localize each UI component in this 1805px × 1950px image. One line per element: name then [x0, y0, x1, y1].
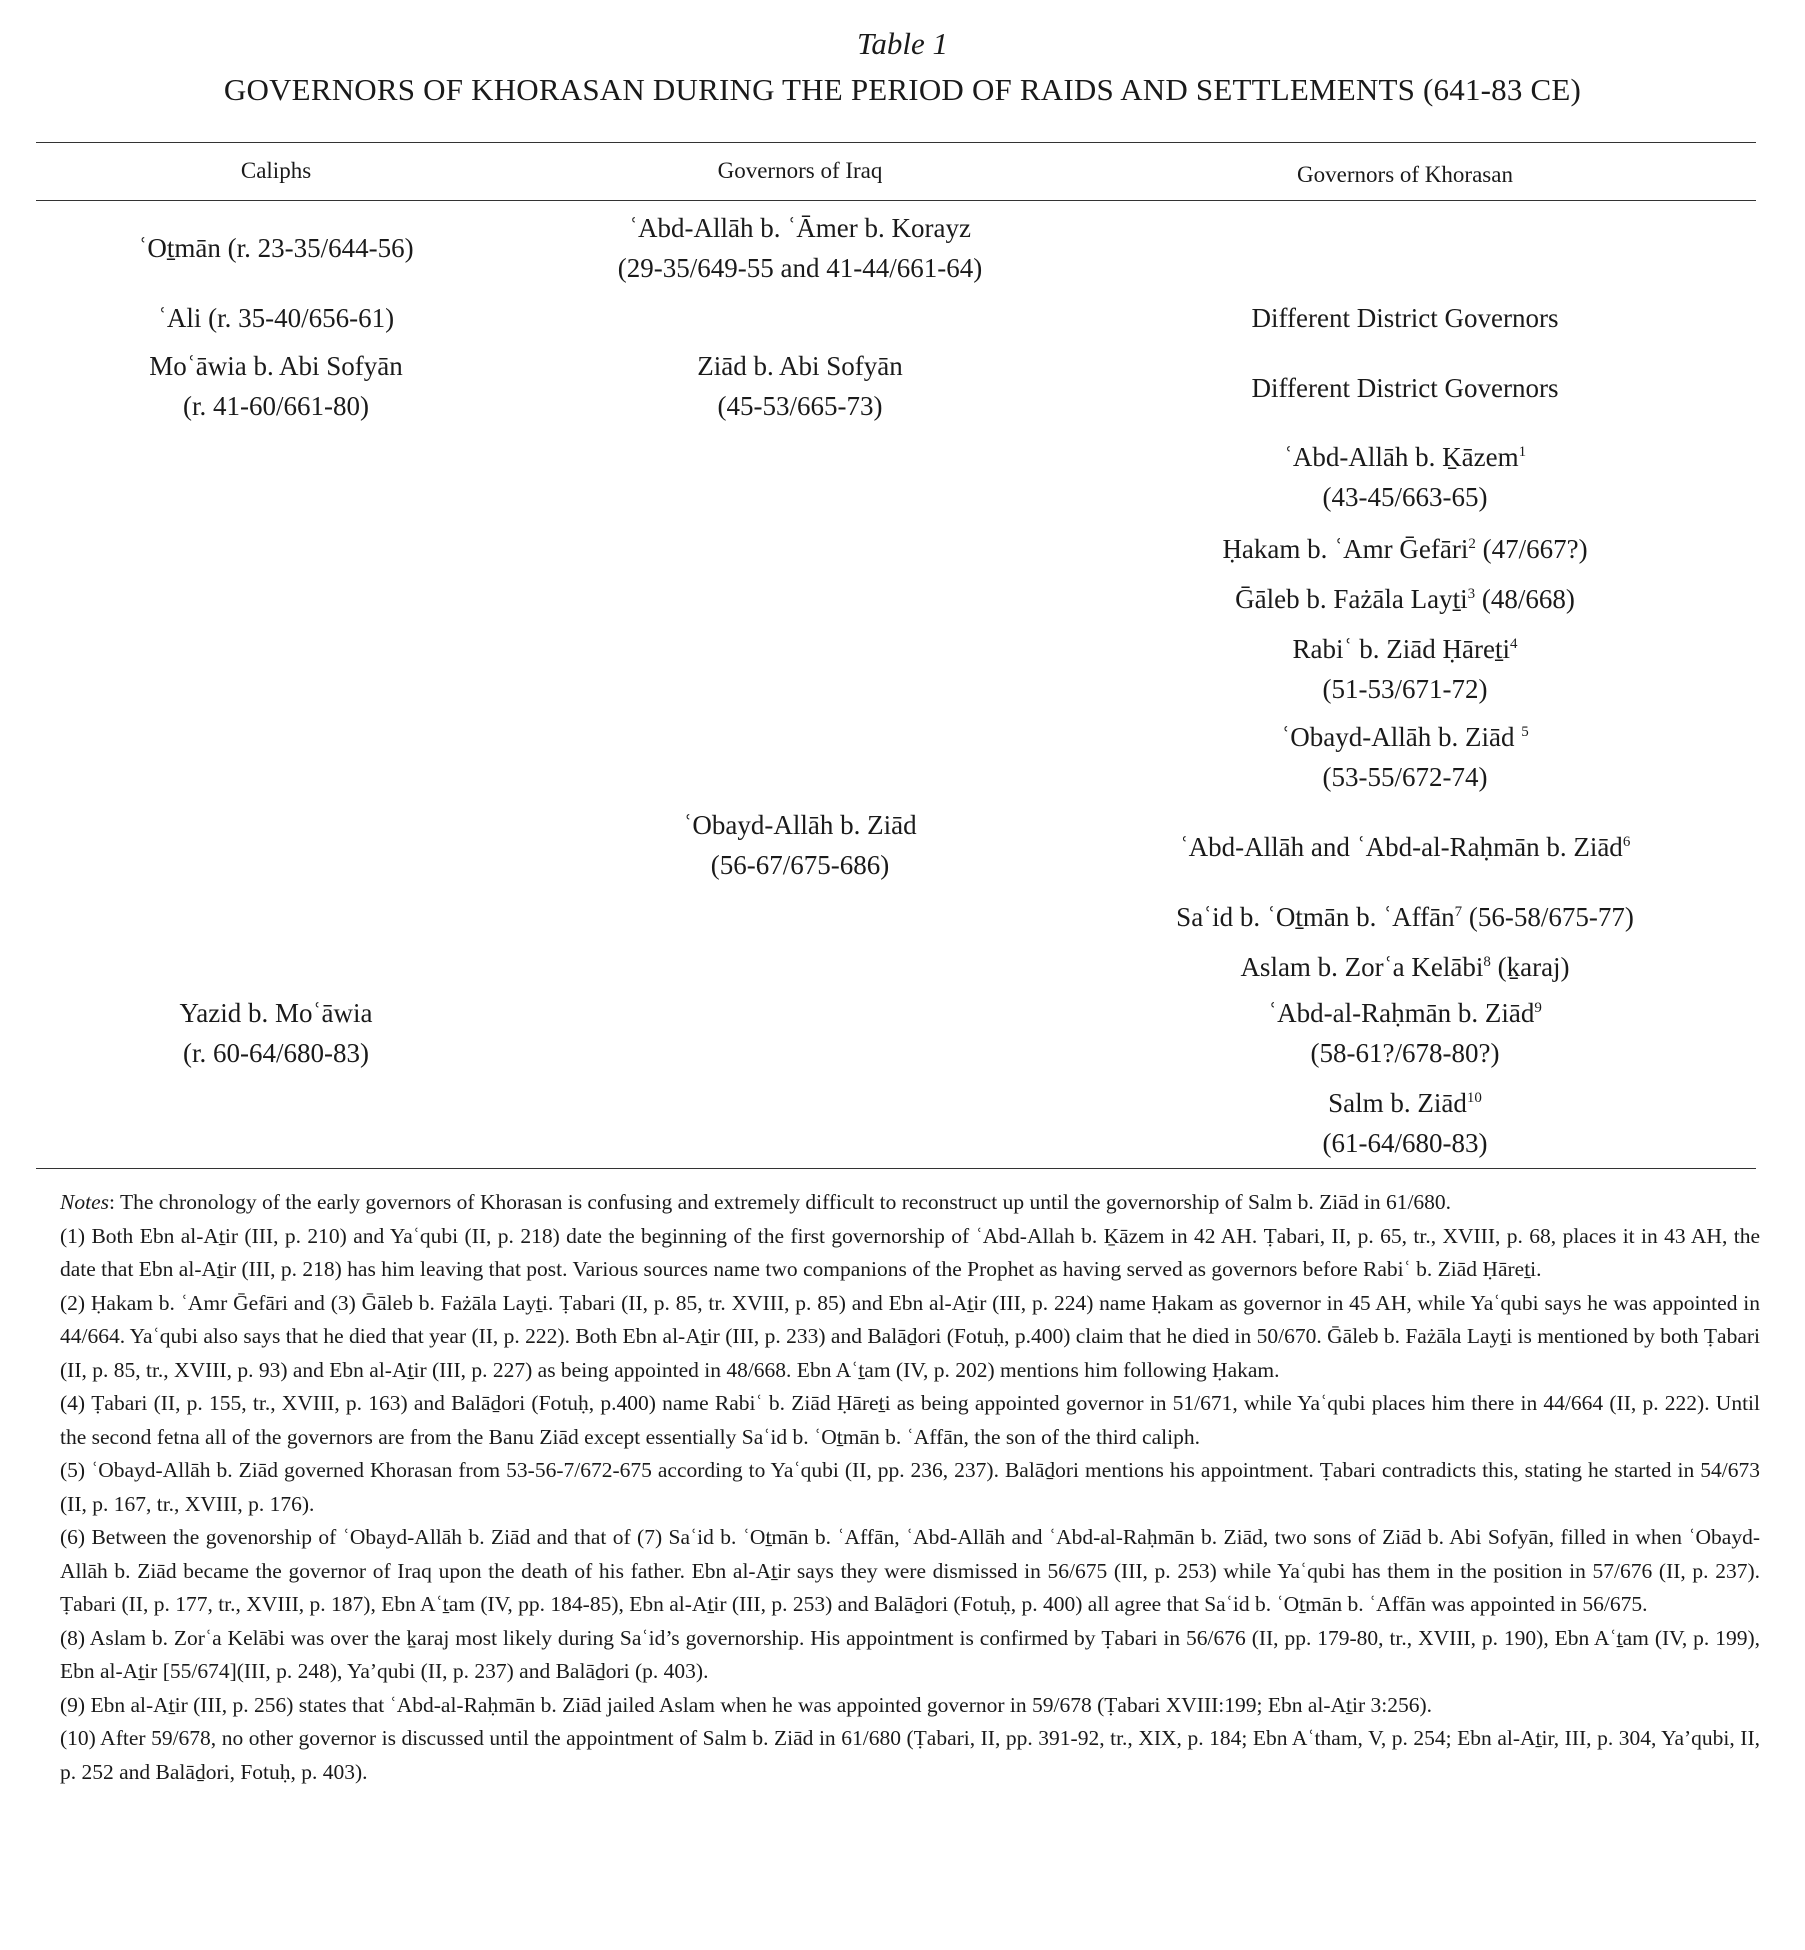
governor-name: Ziād b. Abi Sofyān — [697, 351, 903, 381]
governor-term: (48/668) — [1475, 584, 1575, 614]
governor-name: ʿAbd-Allāh b. Ḵāzem — [1283, 442, 1519, 472]
note-item: (5) ʿObayd-Allāh b. Ziād governed Khorasan from 53-56-7/672-675 according to Yaʿqubi (II, pp. 236, 237). Balāḏori mentions his appointment. Ṭabari contradicts this, stating he started in 54/673 (II, p. 167, tr., XVIII, p. 176). — [60, 1458, 1760, 1516]
header-caliphs: Caliphs — [240, 158, 312, 183]
khorasan-governor-cell — [1252, 298, 1559, 338]
khorasan-governor-cell — [1281, 717, 1528, 797]
governor-term: (45-53/665-73) — [717, 391, 883, 421]
governor-name: Rabiʿ b. Ziād Ḥāreṯi — [1292, 634, 1510, 664]
governor-name: Different District Governors — [1251, 303, 1559, 333]
khorasan-governor-cell — [1176, 897, 1634, 937]
governor-term: (53-55/672-74) — [1322, 762, 1488, 792]
governor-name: Aslam b. Zorʿa Kelābi — [1240, 952, 1484, 982]
governor-name: Saʿid b. ʿOṯmān b. ʿAffān — [1176, 902, 1455, 932]
footnote-marker: 6 — [1622, 834, 1631, 850]
caliph-name: ʿOṯmān (r. 23-35/644-56) — [138, 233, 414, 263]
governor-term: (56-58/675-77) — [1462, 902, 1634, 932]
caliph-reign: (r. 41-60/661-80) — [183, 391, 369, 421]
note-item: (1) Both Ebn al-Aṯir (III, p. 210) and Yaʿqubi (II, p. 218) date the beginning of the first governorship of ʿAbd-Allah b. Ḵāzem in 42 AH. Ṭabari, II, p. 65, tr., XVIII, p. 68, places it in 43 AH, the date that Ebn al-Aṯir (III, p. 218) has him leaving that post. Various sources name two companions of the Prophet as having served as governors before Rabiʿ b. Ziād Ḥāreṯi. — [60, 1223, 1760, 1281]
governor-term: (58-61?/678-80?) — [1310, 1038, 1500, 1068]
khorasan-governor-cell — [1222, 529, 1587, 569]
khorasan-governor-cell — [1240, 947, 1569, 987]
caliph-name: Yazid b. Moʿāwia — [179, 998, 373, 1028]
khorasan-governor-cell — [1252, 368, 1559, 408]
footnote-marker: 2 — [1468, 536, 1476, 552]
governor-term: (61-64/680-83) — [1322, 1128, 1488, 1158]
caliph-cell — [149, 346, 402, 426]
table-title: GOVERNORS OF KHORASAN DURING THE PERIOD OF RAIDS AND SETTLEMENTS (641-83 CE) — [223, 72, 1582, 107]
caliph-cell — [138, 228, 413, 268]
khorasan-governor-cell — [1284, 437, 1526, 517]
caliph-cell — [158, 298, 394, 338]
footnote-marker: 7 — [1454, 904, 1463, 920]
governor-term: (29-35/649-55 and 41-44/661-64) — [617, 253, 983, 283]
governor-term: (47/667?) — [1475, 534, 1588, 564]
khorasan-governor-cell — [1293, 629, 1518, 709]
note-item: (2) Ḥakam b. ʿAmr Ḡefāri and (3) Ḡāleb b. Fażāla Layṯi. Ṭabari (II, p. 85, tr. XVIII, p. 85) and Ebn al-Aṯir (III, p. 224) name Ḥakam as governor in 45 AH, while Yaʿqubi says he was appointed in 44/664. Yaʿqubi also says that he died that year (II, p. 222). Both Ebn al-Aṯir (III, p. 233) and Balāḏori (Fotuḥ, p.400) claim that he died in 50/670. Ḡāleb b. Fażāla Layṯi is mentioned by both Ṭabari (II, p. 85, tr., XVIII, p. 93) and Ebn al-Aṯir (III, p. 227) as being appointed in 48/668. Ebn Aʿṯam (IV, p. 202) mentions him following Ḥakam. — [60, 1290, 1760, 1382]
note-item: (10) After 59/678, no other governor is discussed until the appointment of Salm b. Ziād in 61/680 (Ṭabari, II, pp. 391-92, tr., XIX, p. 184; Ebn Aʿtham, V, p. 254; Ebn al-Aṯir, III, p. 304, Ya’qubi, II, p. 252 and Balāḏori, Fotuḥ, p. 403). — [60, 1726, 1760, 1784]
top-rule — [36, 142, 1756, 143]
governor-name: Different District Governors — [1251, 373, 1559, 403]
note-item: (4) Ṭabari (II, p. 155, tr., XVIII, p. 163) and Balāḏori (Fotuḥ, p.400) name Rabiʿ b. Ziād Ḥāreṯi as being appointed governor in 51/671, while Yaʿqubi places him there in 44/664 (II, p. 222). Until the second fetna all of the governors are from the Banu Ziād except essentially Saʿid b. ʿOṯmān b. ʿAffān, the son of the third caliph. — [60, 1391, 1760, 1449]
footnote-marker: 10 — [1466, 1090, 1482, 1106]
governor-term: (ḵaraj) — [1490, 952, 1570, 982]
caliph-reign: (r. 60-64/680-83) — [183, 1038, 369, 1068]
header-rule — [36, 200, 1756, 201]
governor-term: (43-45/663-65) — [1322, 482, 1488, 512]
governor-name: ʿObayd-Allāh b. Ziād — [1281, 722, 1522, 752]
governor-name: ʿAbd-al-Raḥmān b. Ziād — [1268, 998, 1535, 1028]
governor-name: ʿAbd-Allāh b. ʿĀmer b. Korayz — [629, 213, 971, 243]
iraq-governor-cell — [618, 208, 982, 288]
footnote-marker: 9 — [1534, 1000, 1542, 1016]
notes-label: Notes — [60, 1190, 109, 1214]
caliph-name: Moʿāwia b. Abi Sofyān — [149, 351, 403, 381]
table-label: Table 1 — [856, 26, 949, 61]
governor-term: (51-53/671-72) — [1322, 674, 1488, 704]
note-item: (9) Ebn al-Aṯir (III, p. 256) states that ʿAbd-al-Raḥmān b. Ziād jailed Aslam when he was appointed governor in 59/678 (Ṭabari XVIII:199; Ebn al-Aṯir 3:256). — [60, 1692, 1433, 1717]
footnote-marker: 4 — [1509, 636, 1518, 652]
caliph-name: ʿAli (r. 35-40/656-61) — [157, 303, 395, 333]
governor-name: ʿAbd-Allāh and ʿAbd-al-Raḥmān b. Ziād — [1179, 832, 1623, 862]
governor-name: Ḡāleb b. Fażāla Layṯi — [1235, 584, 1468, 614]
notes-intro-text: : The chronology of the early governors of Khorasan is confusing and extremely difficult to reconstruct up until the governorship of Salm b. Ziād in 61/680. — [108, 1190, 1452, 1214]
khorasan-governor-cell — [1323, 1083, 1488, 1163]
footnote-marker: 1 — [1518, 444, 1527, 460]
header-governors-iraq: Governors of Iraq — [717, 158, 883, 183]
note-item: (6) Between the govenorship of ʿObayd-Allāh b. Ziād and that of (7) Saʿid b. ʿOṯmān b. ʿAffān, ʿAbd-Allāh and ʿAbd-al-Raḥmān b. Ziād, two sons of Ziād b. Abi Sofyān, filled in when ʿObayd-Allāh b. Ziād became the governor of Iraq upon the death of his father. Ebn al-Aṯir says they were dismissed in 56/675 (III, p. 253) while Yaʿqubi has them in the position in 57/676 (II, p. 237). Ṭabari (II, p. 177, tr., XVIII, p. 187), Ebn Aʿṯam (IV, pp. 184-85), Ebn al-Aṯir (III, p. 253) and Balāḏori (Fotuḥ, p. 400) all agree that Saʿid b. ʿOṯmān b. ʿAffān was appointed in 56/675. — [60, 1525, 1760, 1616]
header-governors-khorasan: Governors of Khorasan — [1297, 162, 1513, 187]
khorasan-governor-cell — [1268, 993, 1542, 1073]
bottom-rule — [36, 1168, 1756, 1169]
footnote-marker: 8 — [1483, 954, 1491, 970]
footnote-marker: 5 — [1521, 724, 1529, 740]
governor-name: Salm b. Ziād — [1328, 1088, 1467, 1118]
notes-intro — [60, 1186, 1760, 1220]
khorasan-governor-cell — [1235, 579, 1575, 619]
iraq-governor-cell — [683, 805, 916, 885]
caliph-cell — [180, 993, 373, 1073]
footnote-marker: 3 — [1467, 586, 1476, 602]
governor-term: (56-67/675-686) — [710, 850, 890, 880]
table-notes — [60, 1186, 1760, 1789]
iraq-governor-cell — [697, 346, 902, 426]
governor-name: ʿObayd-Allāh b. Ziād — [683, 810, 917, 840]
note-item: (8) Aslam b. Zorʿa Kelābi was over the ḵaraj most likely during Saʿid’s governorship. His appointment is confirmed by Ṭabari in 56/676 (II, pp. 179-80, tr., XVIII, p. 190), Ebn Aʿṯam (IV, p. 199), Ebn al-Aṯir [55/674](III, p. 248), Ya’qubi (II, p. 237) and Balāḏori (p. 403). — [60, 1625, 1760, 1683]
governor-name: Ḥakam b. ʿAmr Ḡefāri — [1222, 534, 1469, 564]
khorasan-governor-cell — [1180, 827, 1631, 867]
